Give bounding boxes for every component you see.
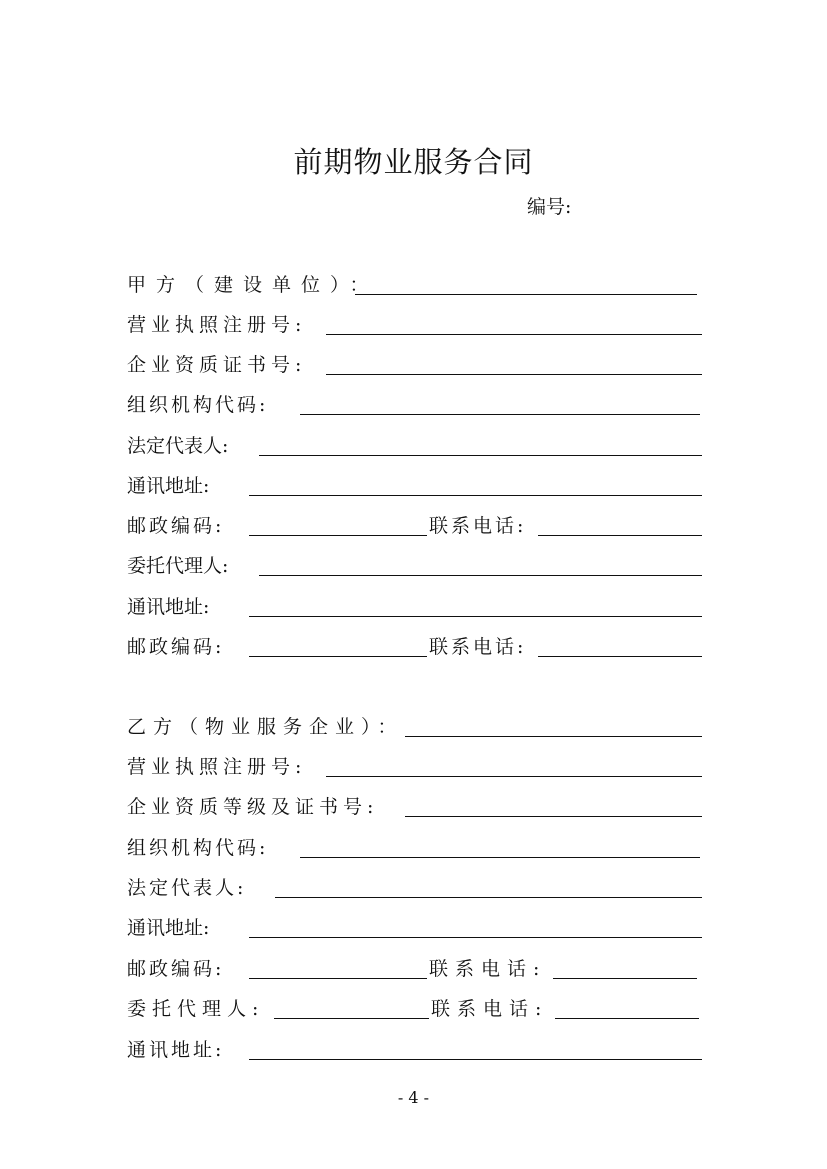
party-a-agent-label: 委托代理人: bbox=[127, 555, 229, 577]
party-b-agent-field[interactable] bbox=[274, 1018, 429, 1019]
party-a-agent-field[interactable] bbox=[259, 575, 702, 576]
party-a-phone-field[interactable] bbox=[538, 535, 702, 536]
party-a-qualification-field[interactable] bbox=[326, 374, 702, 375]
party-a-heading: 甲方（建设单位）： bbox=[127, 274, 379, 296]
party-b-postcode-label: 邮政编码: bbox=[127, 958, 225, 980]
party-b-phone-label: 联系电话: bbox=[429, 958, 547, 980]
party-b-phone-field[interactable] bbox=[553, 978, 697, 979]
party-a-phone2-field[interactable] bbox=[538, 656, 702, 657]
party-b-address2-label: 通讯地址: bbox=[127, 1039, 225, 1061]
party-a-postcode-label: 邮政编码: bbox=[127, 515, 225, 537]
party-b-phone2-label: 联系电话: bbox=[431, 998, 549, 1020]
party-b-legal-rep-field[interactable] bbox=[275, 897, 702, 898]
party-a-address-label: 通讯地址: bbox=[127, 475, 210, 497]
party-a-address2-field[interactable] bbox=[249, 616, 702, 617]
party-b-license-label: 营业执照注册号: bbox=[127, 756, 307, 778]
page-number: - 4 - bbox=[397, 1088, 430, 1107]
party-b-name-field[interactable] bbox=[405, 736, 702, 737]
party-a-license-field[interactable] bbox=[326, 334, 702, 335]
party-a-org-code-label: 组织机构代码: bbox=[127, 394, 269, 416]
party-a-phone-label: 联系电话: bbox=[429, 515, 527, 537]
party-a-postcode-field[interactable] bbox=[249, 535, 427, 536]
party-b-qualification-label: 企业资质等级及证书号: bbox=[127, 796, 379, 818]
party-b-legal-rep-label: 法定代表人: bbox=[127, 877, 247, 899]
party-b-address-label: 通讯地址: bbox=[127, 917, 210, 939]
party-a-legal-rep-field[interactable] bbox=[259, 455, 702, 456]
party-b-license-field[interactable] bbox=[326, 776, 702, 777]
party-b-heading: 乙方（物业服务企业）： bbox=[127, 716, 404, 738]
party-a-license-label: 营业执照注册号: bbox=[127, 314, 307, 336]
party-b-address2-field[interactable] bbox=[249, 1059, 702, 1060]
party-a-phone2-label: 联系电话: bbox=[429, 636, 527, 658]
party-a-name-field[interactable] bbox=[355, 294, 697, 295]
doc-number-label: 编号: bbox=[527, 196, 572, 218]
party-b-org-code-label: 组织机构代码: bbox=[127, 837, 269, 859]
document-title: 前期物业服务合同 bbox=[293, 145, 534, 179]
party-b-qualification-field[interactable] bbox=[405, 816, 702, 817]
party-a-qualification-label: 企业资质证书号: bbox=[127, 354, 307, 376]
party-a-legal-rep-label: 法定代表人: bbox=[127, 435, 229, 457]
party-b-phone2-field[interactable] bbox=[555, 1018, 699, 1019]
party-a-postcode2-field[interactable] bbox=[249, 656, 427, 657]
party-b-agent-label: 委托代理人: bbox=[127, 998, 265, 1020]
party-a-address2-label: 通讯地址: bbox=[127, 596, 210, 618]
party-b-postcode-field[interactable] bbox=[249, 978, 427, 979]
party-a-address-field[interactable] bbox=[249, 495, 702, 496]
party-a-org-code-field[interactable] bbox=[300, 414, 700, 415]
party-a-postcode2-label: 邮政编码: bbox=[127, 636, 225, 658]
party-b-address-field[interactable] bbox=[249, 937, 702, 938]
party-b-org-code-field[interactable] bbox=[300, 857, 700, 858]
